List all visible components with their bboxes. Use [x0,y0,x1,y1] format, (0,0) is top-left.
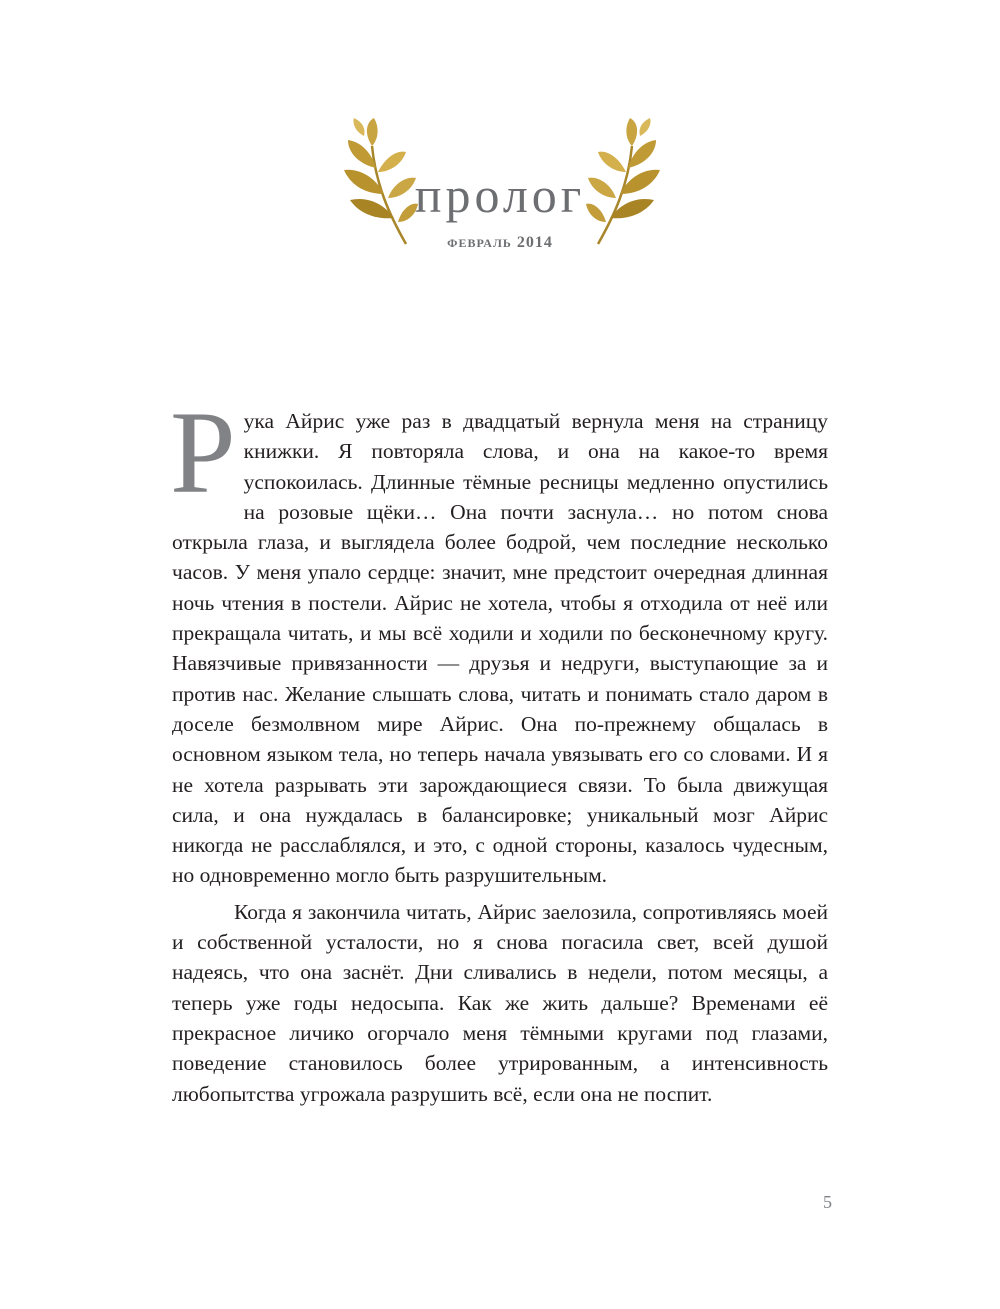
chapter-date-month: февраль [447,232,512,251]
paragraph [170,387,828,891]
paragraph: Когда я закончила читать, Айрис заелозила, сопротивляясь моей и собственной усталости, но я снова погасила свет, всей душой надеясь, что она заснёт. Дни сливались в недели, потом месяцы, а теперь уже годы недосыпа. Как же жить дальше? Временами её прекрасное личико огорчало меня тёмными кругами под глазами, поведение становилось более утрированным, а интенсивность любопытства угрожала разрушить всё, если она не поспит. [172,899,828,1106]
chapter-title: пролог [414,167,586,223]
paragraph-text: ука Айрис уже раз в двадцатый вернула меня на страницу книжки. Я повторяла слова, и она на какое-то время успокоилась. Длинные тёмные ресницы медленно опустились на розовые щёки… Она почти заснула… но потом снова открыла глаза, и выглядела более бодрой, чем последние несколько часов. У меня упало сердце: значит, мне предстоит очередная длинная ночь чтения в постели. Айрис не хотела, чтобы я отходила от неё или прекращала читать, и мы всё ходили и ходили по бесконечному кругу. Навязчивые привязанности — друзья и недруги, выступающие за и против нас. Желание слышать слова, читать и понимать стало даром в доселе безмолвном мире Айрис. Она по-прежнему общалась в основном языком тела, но теперь начала увязывать его со словами. И я не хотела разрывать эти зарождающиеся связи. То была движущая сила, и она нуждалась в балансировке; уникальный мозг Айрис никогда не расслаблялся, и это, с одной стороны, казалось чудесным, но одновременно могло быть разрушительным. [172,409,828,888]
page-number: 5 [823,1192,832,1212]
chapter-date [0,232,1000,252]
chapter-body [170,387,828,1109]
chapter-header [0,110,1000,260]
chapter-date-year: 2014 [516,234,553,251]
laurel-branch-icon [586,116,676,246]
drop-cap: Р [170,387,236,518]
